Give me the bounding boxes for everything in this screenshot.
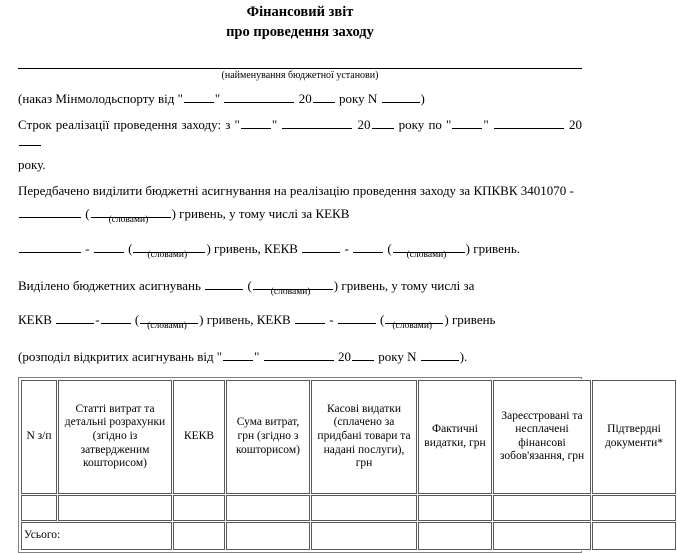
total-cell-registered-unpaid[interactable] — [493, 522, 591, 550]
total-cell-estimate-amount[interactable] — [226, 522, 310, 550]
allocation-hryvnia-comma: ) гривень, КЕКВ — [206, 241, 298, 257]
header-cell-actual-expenses: Фактичні видатки, грн — [418, 380, 492, 494]
cell-cash-expenses[interactable] — [311, 495, 417, 521]
distribution-year-prefix: 20 — [337, 349, 351, 365]
issued-kekv1-code-blank[interactable] — [56, 312, 94, 324]
order-year-blank[interactable] — [313, 91, 335, 103]
allocation-words-wrap: ( (словами) — [85, 206, 171, 223]
title-line-1: Фінансовий звіт — [246, 4, 354, 20]
cell-estimate-amount[interactable] — [226, 495, 310, 521]
allocation-words-caption: (словами) — [108, 215, 149, 226]
issued-amount-line — [18, 278, 582, 295]
issued-kekv2-code-blank[interactable] — [295, 312, 325, 324]
distribution-month-blank[interactable] — [264, 349, 334, 361]
term-from-day-blank[interactable] — [241, 117, 271, 129]
allocation-kekv2-words-wrap: ( (словами) — [387, 241, 465, 258]
total-label-cell: Усього: — [21, 522, 172, 550]
cell-registered-unpaid[interactable] — [493, 495, 591, 521]
allocation-kekv1-sub-blank[interactable] — [94, 241, 124, 253]
order-year-word: року N — [338, 91, 378, 107]
cell-expense-items[interactable] — [58, 495, 172, 521]
total-cell-kekv[interactable] — [173, 522, 225, 550]
distribution-number-blank[interactable] — [421, 349, 459, 361]
distribution-prefix: (розподіл відкритих асигнувань від " — [18, 349, 223, 365]
order-paragraph — [18, 91, 582, 108]
total-cell-cash-expenses[interactable] — [311, 522, 417, 550]
term-to-year-blank[interactable] — [19, 133, 41, 145]
order-suffix: ) — [420, 91, 425, 107]
order-month-blank[interactable] — [224, 91, 294, 103]
order-quote-close: " — [214, 91, 221, 107]
issued-kekv2-words-wrap: ( (словами) — [380, 312, 444, 329]
distribution-paragraph — [18, 349, 582, 366]
issued-kekv-caption-spacer — [18, 329, 582, 340]
term-from-month-blank[interactable] — [282, 117, 352, 129]
order-day-blank[interactable] — [184, 91, 214, 103]
allocation-hryvnia-period: ) гривень. — [465, 241, 521, 257]
distribution-day-blank[interactable] — [223, 349, 253, 361]
total-cell-actual-expenses[interactable] — [418, 522, 492, 550]
header-cell-expense-items: Статті витрат та детальні розрахунки (згідно із затвердженим кошторисом) — [58, 380, 172, 494]
cell-row-number[interactable] — [21, 495, 57, 521]
allocation-kekv1-words-wrap: ( (словами) — [128, 241, 206, 258]
term-label: Строк реалізації проведення заходу: з " — [18, 116, 240, 132]
header-cell-row-number: N з/п — [21, 380, 57, 494]
order-year-prefix: 20 — [298, 91, 312, 107]
issued-kekv-label: КЕКВ — [18, 312, 52, 328]
distribution-suffix: ). — [459, 349, 468, 365]
expenses-table-wrapper — [18, 377, 664, 553]
allocation-dash-2: - — [344, 241, 349, 257]
allocation-amount-blank[interactable] — [19, 206, 81, 218]
issued-kekv2-sub-blank[interactable] — [338, 312, 376, 324]
allocation-kekv-line — [18, 241, 582, 261]
distribution-quote-close: " — [254, 349, 260, 365]
header-cell-supporting-documents: Підтвердні документи* — [592, 380, 676, 494]
allocation-intro: Передбачено виділити бюджетні асигнування на реалізацію проведення заходу за КПКВК 3401070 - — [18, 182, 574, 198]
issued-words-wrap: ( (словами) — [247, 278, 333, 295]
cell-actual-expenses[interactable] — [418, 495, 492, 521]
allocation-dash-1: - — [85, 241, 90, 257]
expenses-table — [20, 379, 677, 551]
term-paragraph — [18, 117, 582, 150]
term-quote-close-1: " — [271, 116, 278, 132]
document-title — [18, 0, 582, 42]
issued-kekv-line — [18, 312, 582, 332]
institution-name-rule — [18, 68, 582, 69]
issued-kekv1-sub-blank[interactable] — [101, 312, 131, 324]
header-cell-registered-unpaid: Зареєстровані та несплачені фінансові зобов'язання, грн — [493, 380, 591, 494]
order-number-blank[interactable] — [382, 91, 420, 103]
issued-dash-1: - — [95, 312, 100, 328]
total-cell-supporting-documents[interactable] — [592, 522, 676, 550]
issued-dash-2: - — [329, 312, 334, 328]
allocation-kekv2-words-caption: (словами) — [406, 250, 447, 261]
distribution-year-word: року N — [378, 349, 417, 365]
issued-hryvnia-end: ) гривень — [444, 312, 496, 328]
issued-intro: Виділено бюджетних асигнувань — [18, 277, 201, 293]
term-year-prefix-2: 20 — [569, 116, 582, 132]
term-year-prefix-1: 20 — [357, 116, 371, 132]
header-cell-kekv: КЕКВ — [173, 380, 225, 494]
issued-hryvnia-comma: ) гривень, КЕКВ — [199, 312, 291, 328]
header-cell-cash-expenses: Касові видатки (сплачено за придбані товари та надані послуги), грн — [311, 380, 417, 494]
term-to-day-blank[interactable] — [452, 117, 482, 129]
distribution-year-blank[interactable] — [352, 349, 374, 361]
issued-kekv1-words-caption: (словами) — [147, 321, 187, 332]
order-prefix: (наказ Мінмолодьспорту від " — [18, 91, 183, 107]
issued-kekv1-words-wrap: ( (словами) — [135, 312, 199, 329]
allocation-kekv1-words-caption: (словами) — [147, 250, 188, 261]
term-mid: року по " — [398, 116, 452, 132]
institution-name-caption: (найменування бюджетної установи) — [221, 70, 379, 82]
issued-amount-blank[interactable] — [205, 278, 243, 290]
table-header-row — [21, 380, 676, 494]
issued-hryvnia-incl: ) гривень, у тому числі за — [333, 277, 475, 293]
cell-supporting-documents[interactable] — [592, 495, 676, 521]
cell-kekv[interactable] — [173, 495, 225, 521]
title-line-2: про проведення заходу — [226, 23, 374, 40]
term-to-month-blank[interactable] — [494, 117, 564, 129]
header-cell-estimate-amount: Сума витрат, грн (згідно з кошторисом) — [226, 380, 310, 494]
allocation-hryvnia-incl: ) гривень, у тому числі за КЕКВ — [171, 206, 350, 222]
term-quote-close-2: " — [483, 116, 489, 132]
allocation-kekv1-code-blank[interactable] — [19, 241, 81, 253]
issued-words-caption: (словами) — [270, 286, 311, 297]
allocation-kekv2-sub-blank[interactable] — [353, 241, 383, 253]
allocation-kekv-caption-spacer — [18, 258, 582, 269]
term-paragraph-tail: року. — [18, 157, 46, 173]
table-row — [21, 495, 676, 521]
term-from-year-blank[interactable] — [372, 117, 394, 129]
allocation-kekv2-code-blank[interactable] — [302, 241, 340, 253]
table-total-row — [21, 522, 676, 550]
allocation-amount-line — [18, 206, 582, 226]
issued-kekv2-words-caption: (словами) — [392, 321, 433, 332]
